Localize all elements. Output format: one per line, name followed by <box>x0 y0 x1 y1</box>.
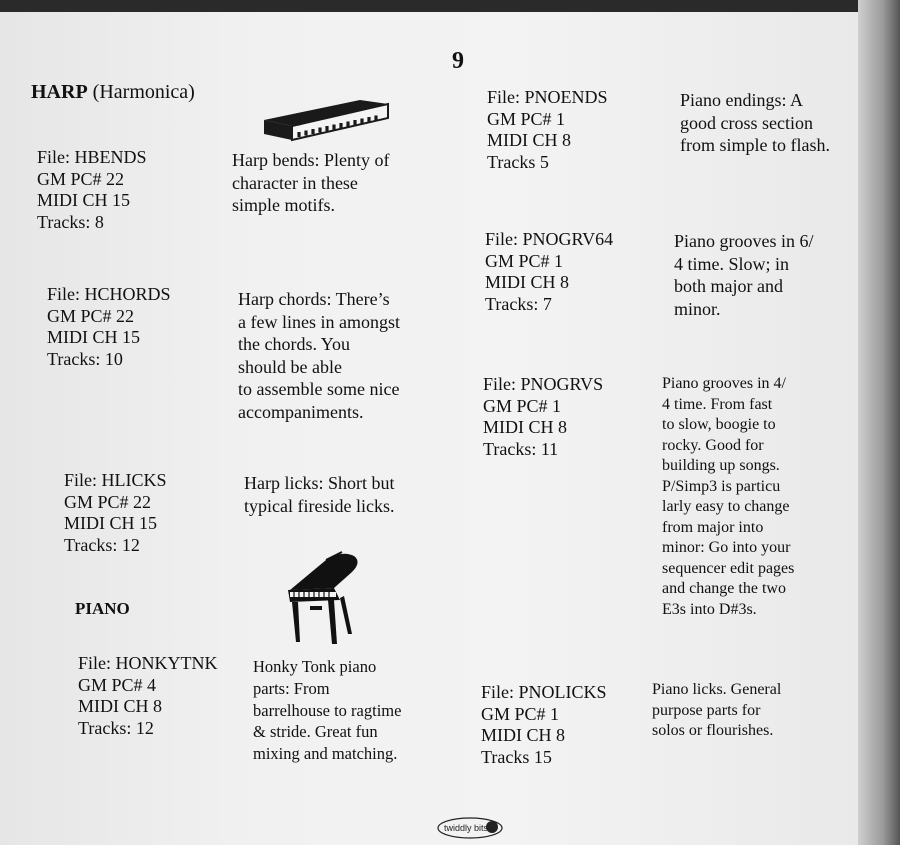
entry-pnoends-info: File: PNOENDS GM PC# 1 MIDI CH 8 Tracks 5 <box>487 87 608 172</box>
entry-hchords-info: File: HCHORDS GM PC# 22 MIDI CH 15 Tracks: 10 <box>47 284 171 369</box>
entry-hlicks-description: Harp licks: Short but typical fireside licks. <box>244 473 395 516</box>
entry-hbends-description: Harp bends: Plenty of character in these simple motifs. <box>232 150 390 215</box>
svg-text:twiddly bits: twiddly bits <box>444 823 489 833</box>
grand-piano-icon <box>282 550 368 648</box>
entry-hlicks-info: File: HLICKS GM PC# 22 MIDI CH 15 Tracks: 12 <box>64 470 167 555</box>
entry-pnogrv64-info: File: PNOGRV64 GM PC# 1 MIDI CH 8 Tracks: 7 <box>485 229 614 314</box>
entry-pnolicks-info: File: PNOLICKS GM PC# 1 MIDI CH 8 Tracks 15 <box>481 682 607 767</box>
page-edge-shadow <box>858 0 900 845</box>
entry-honkytnk-description: Honky Tonk piano parts: From barrelhouse to ragtime & stride. Great fun mixing and matching. <box>253 657 402 764</box>
entry-pnolicks-description: Piano licks. General purpose parts for solos or flourishes. <box>652 681 782 739</box>
harp-section-heading: HARP (Harmonica) <box>31 81 195 103</box>
entry-hbends-info: File: HBENDS GM PC# 22 MIDI CH 15 Tracks: 8 <box>37 147 147 232</box>
twiddly-bits-logo <box>434 814 520 842</box>
page-number: 9 <box>452 48 464 74</box>
entry-pnoends-description: Piano endings: A good cross section from simple to flash. <box>680 90 830 155</box>
harmonica-icon <box>262 90 392 144</box>
booklet-page <box>0 12 858 845</box>
entry-pnogrvs-info: File: PNOGRVS GM PC# 1 MIDI CH 8 Tracks: 11 <box>483 374 604 459</box>
piano-section-heading: PIANO <box>75 599 130 618</box>
entry-pnogrv64-description: Piano grooves in 6/ 4 time. Slow; in both major and minor. <box>674 231 814 319</box>
entry-pnogrvs-description: Piano grooves in 4/ 4 time. From fast to slow, boogie to rocky. Good for building up songs. P/Simp3 is particu larly easy to change from major into minor: Go into your sequencer edit pages and change the two E3s into D#3s. <box>662 375 795 618</box>
entry-hchords-description: Harp chords: There’s a few lines in amongst the chords. You should be able to assemble some nice accompaniments. <box>238 289 400 422</box>
entry-honkytnk-info: File: HONKYTNK GM PC# 4 MIDI CH 8 Tracks: 12 <box>78 653 218 738</box>
